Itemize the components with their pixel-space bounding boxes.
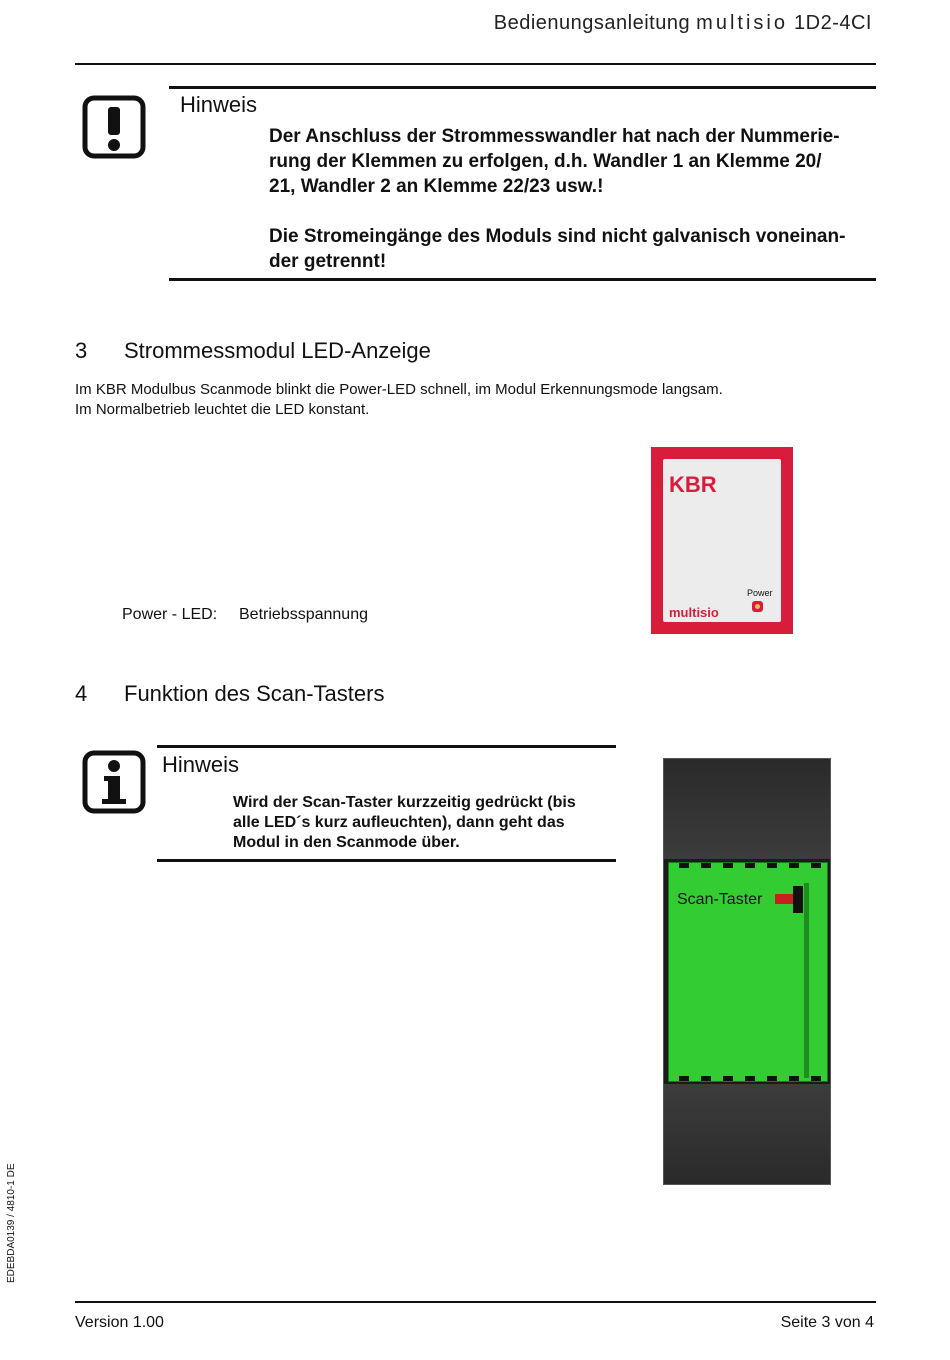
section3-number: 3 bbox=[75, 338, 88, 363]
header-model: 1D2-4CI bbox=[794, 12, 872, 34]
module-top-cap bbox=[664, 759, 830, 859]
kbr-power-label: Power bbox=[747, 588, 773, 598]
exclamation-icon bbox=[82, 95, 146, 159]
scan-button-indicator bbox=[775, 894, 795, 904]
note1-top-rule bbox=[169, 86, 876, 89]
note1-line-4: Die Stromeingänge des Moduls sind nicht galvanisch voneinan- bbox=[269, 226, 846, 247]
note1-line-2: rung der Klemmen zu erfolgen, d.h. Wandler 1 an Klemme 20/ bbox=[269, 151, 822, 172]
kbr-device-name: multisio bbox=[669, 605, 719, 620]
footer-page: Seite 3 von 4 bbox=[780, 1314, 874, 1331]
section4-title: Funktion des Scan-Tasters bbox=[124, 681, 385, 706]
module-bottom-cap bbox=[664, 1084, 830, 1184]
scan-button bbox=[793, 886, 803, 913]
note2-title: Hinweis bbox=[162, 752, 240, 777]
module-body bbox=[668, 862, 828, 1082]
section3-line-2: Im Normalbetrieb leuchtet die LED konstant. bbox=[75, 401, 370, 418]
led-description: Betriebsspannung bbox=[239, 606, 368, 623]
document-header bbox=[494, 12, 872, 35]
led-label: Power - LED: bbox=[122, 606, 218, 623]
note2-line-2: alle LED´s kurz aufleuchten), dann geht das bbox=[233, 814, 565, 831]
footer-version: Version 1.00 bbox=[75, 1314, 164, 1331]
note1-line-5: der getrennt! bbox=[269, 251, 387, 272]
footer-rule bbox=[75, 1301, 876, 1303]
power-led-icon bbox=[752, 601, 763, 612]
header-rule bbox=[75, 63, 876, 65]
note1-line-3: 21, Wandler 2 an Klemme 22/23 usw.! bbox=[269, 176, 604, 197]
section4-number: 4 bbox=[75, 681, 88, 706]
kbr-logo: KBR bbox=[669, 472, 717, 497]
document-id-side: EDEBDA0139 / 4810-1 DE bbox=[6, 1163, 17, 1283]
kbr-device-panel bbox=[663, 459, 781, 622]
note2-line-3: Modul in den Scanmode über. bbox=[233, 834, 460, 851]
info-icon bbox=[82, 750, 146, 814]
note1-line-1: Der Anschluss der Strommesswandler hat nach der Nummerie- bbox=[269, 126, 840, 147]
header-brand: multisio bbox=[696, 12, 788, 34]
module-stripe bbox=[804, 883, 809, 1078]
section3-line-1: Im KBR Modulbus Scanmode blinkt die Power-LED schnell, im Modul Erkennungsmode langsam. bbox=[75, 381, 723, 398]
note2-top-rule bbox=[157, 745, 616, 748]
header-title-prefix: Bedienungsanleitung bbox=[493, 12, 691, 34]
note2-bottom-rule bbox=[157, 859, 616, 862]
scan-taster-label: Scan-Taster bbox=[677, 891, 763, 908]
scan-module-image bbox=[663, 758, 831, 1185]
note2-line-1: Wird der Scan-Taster kurzzeitig gedrückt (bis bbox=[233, 794, 576, 811]
note1-bottom-rule bbox=[169, 278, 876, 281]
section3-title: Strommessmodul LED-Anzeige bbox=[124, 338, 431, 363]
kbr-device-image bbox=[651, 447, 793, 634]
note1-title: Hinweis bbox=[180, 92, 258, 117]
